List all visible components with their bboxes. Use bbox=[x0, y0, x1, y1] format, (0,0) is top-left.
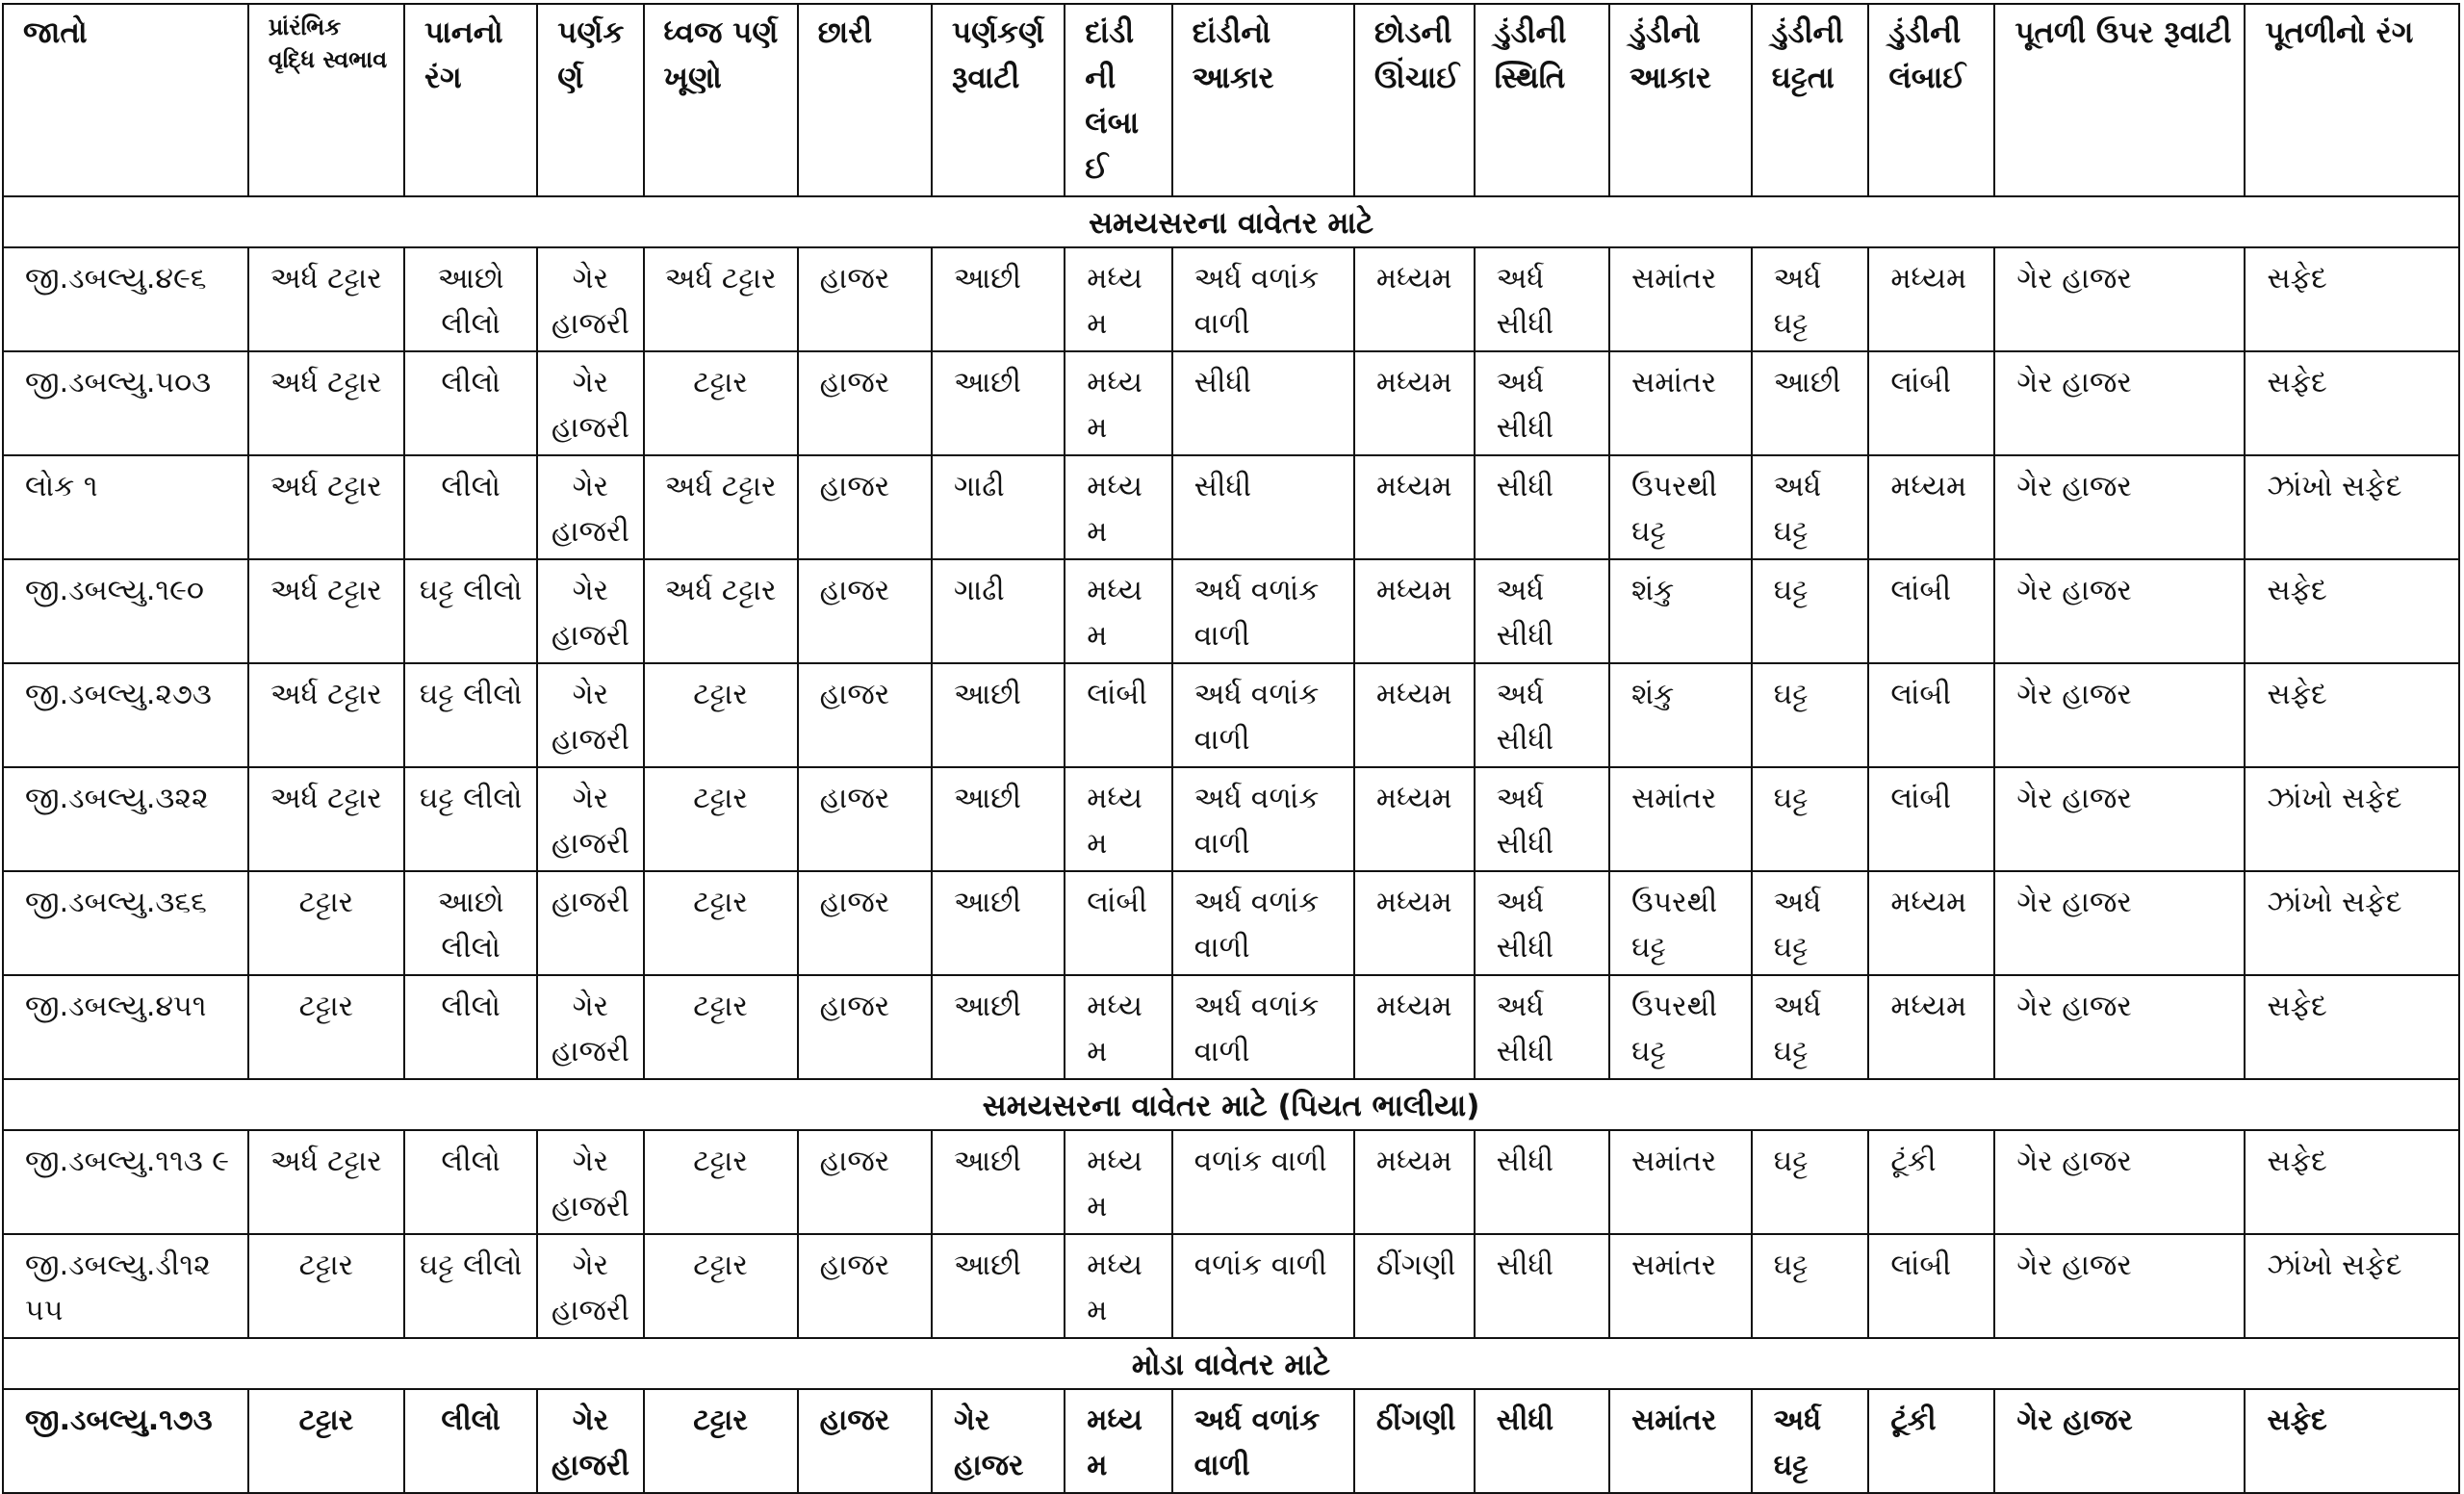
table-cell: લાંબી bbox=[1065, 663, 1171, 767]
table-cell: ઘટ્ટ લીલો bbox=[404, 767, 537, 871]
table-cell: સફેદ bbox=[2245, 1130, 2459, 1234]
table-cell: ટટ્ટાર bbox=[644, 1234, 798, 1338]
variety-name-cell: લોક ૧ bbox=[3, 455, 248, 559]
table-cell: આછી bbox=[932, 1234, 1065, 1338]
table-cell: આછી bbox=[932, 1130, 1065, 1234]
table-cell: શંકુ bbox=[1609, 559, 1752, 663]
table-cell: મધ્યમ bbox=[1868, 975, 1994, 1079]
table-cell: મધ્યમ bbox=[1065, 1389, 1171, 1493]
table-cell: લીલો bbox=[404, 455, 537, 559]
table-cell: લાંબી bbox=[1065, 871, 1171, 975]
table-cell: હાજર bbox=[798, 663, 932, 767]
table-cell: ગેર હાજરી bbox=[537, 663, 643, 767]
table-cell: અર્ધ ટટ્ટાર bbox=[248, 1130, 404, 1234]
table-cell: ટટ્ટાર bbox=[644, 871, 798, 975]
table-cell: ઘટ્ટ bbox=[1752, 1234, 1869, 1338]
table-cell: અર્ધ સીધી bbox=[1475, 663, 1609, 767]
table-row bbox=[3, 247, 2459, 351]
column-header: પૂતળી ઉપર રૂવાટી bbox=[1994, 4, 2245, 196]
table-row bbox=[3, 1389, 2459, 1493]
table-cell: અર્ધ સીધી bbox=[1475, 351, 1609, 455]
column-header: છારી bbox=[798, 4, 932, 196]
table-cell: ઘટ્ટ bbox=[1752, 1130, 1869, 1234]
table-cell: સફેદ bbox=[2245, 559, 2459, 663]
table-cell: ટટ્ટાર bbox=[644, 767, 798, 871]
table-cell: ઘટ્ટ bbox=[1752, 663, 1869, 767]
variety-name-cell: જી.ડબલ્યુ.૧૯૦ bbox=[3, 559, 248, 663]
table-cell: અર્ધ સીધી bbox=[1475, 975, 1609, 1079]
table-cell: ટટ્ટાર bbox=[248, 1389, 404, 1493]
table-cell: ગેર હાજરી bbox=[537, 247, 643, 351]
table-cell: સફેદ bbox=[2245, 1389, 2459, 1493]
header-row bbox=[3, 4, 2459, 196]
variety-name-cell: જી.ડબલ્યુ.૫૦૩ bbox=[3, 351, 248, 455]
column-header: ડુંડીની લંબાઈ bbox=[1868, 4, 1994, 196]
table-cell: ગેર હાજરી bbox=[537, 975, 643, 1079]
table-cell: અર્ધ ટટ્ટાર bbox=[644, 455, 798, 559]
table-cell: સમાંતર bbox=[1609, 247, 1752, 351]
table-row bbox=[3, 663, 2459, 767]
variety-name-cell: જી.ડબલ્યુ.ડી૧૨ ૫૫ bbox=[3, 1234, 248, 1338]
table-cell: મધ્યમ bbox=[1065, 247, 1171, 351]
section-row bbox=[3, 1079, 2459, 1130]
table-cell: સમાંતર bbox=[1609, 1130, 1752, 1234]
table-row bbox=[3, 455, 2459, 559]
table-cell: ગાઢી bbox=[932, 559, 1065, 663]
table-row bbox=[3, 975, 2459, 1079]
table-cell: સમાંતર bbox=[1609, 767, 1752, 871]
table-cell: મધ્યમ bbox=[1065, 1130, 1171, 1234]
table-cell: આછો લીલો bbox=[404, 247, 537, 351]
document-page bbox=[2, 3, 2460, 1494]
table-row bbox=[3, 767, 2459, 871]
table-cell: ઉપરથી ઘટ્ટ bbox=[1609, 455, 1752, 559]
table-cell: અર્ધ ટટ્ટાર bbox=[248, 767, 404, 871]
table-cell: અર્ધ વળાંક વાળી bbox=[1172, 663, 1354, 767]
table-cell: આછી bbox=[932, 871, 1065, 975]
table-cell: અર્ધ વળાંક વાળી bbox=[1172, 1389, 1354, 1493]
table-cell: ગેર હાજર bbox=[1994, 559, 2245, 663]
variety-name-cell: જી.ડબલ્યુ.૪૯૬ bbox=[3, 247, 248, 351]
table-cell: સફેદ bbox=[2245, 351, 2459, 455]
table-cell: ગેર હાજરી bbox=[537, 1389, 643, 1493]
table-cell: અર્ધ વળાંક વાળી bbox=[1172, 871, 1354, 975]
table-cell: ઠીંગણી bbox=[1354, 1234, 1475, 1338]
table-cell: લીલો bbox=[404, 1389, 537, 1493]
table-row bbox=[3, 559, 2459, 663]
table-cell: અર્ધ વળાંક વાળી bbox=[1172, 767, 1354, 871]
table-cell: મધ્યમ bbox=[1868, 247, 1994, 351]
column-header: જાતો bbox=[3, 4, 248, 196]
table-cell: ગેર હાજરી bbox=[537, 1234, 643, 1338]
table-cell: આછી bbox=[932, 663, 1065, 767]
table-cell: અર્ધ સીધી bbox=[1475, 559, 1609, 663]
table-cell: મધ્યમ bbox=[1065, 351, 1171, 455]
table-cell: ઘટ્ટ bbox=[1752, 767, 1869, 871]
section-title: સમયસરના વાવેતર માટે (પિયત ભાલીયા) bbox=[3, 1079, 2459, 1130]
table-row bbox=[3, 1130, 2459, 1234]
table-cell: લાંબી bbox=[1868, 663, 1994, 767]
table-cell: ગાઢી bbox=[932, 455, 1065, 559]
table-cell: ગેર હાજરી bbox=[537, 559, 643, 663]
table-cell: સફેદ bbox=[2245, 975, 2459, 1079]
table-cell: આછી bbox=[932, 247, 1065, 351]
table-cell: લીલો bbox=[404, 975, 537, 1079]
table-cell: મધ્યમ bbox=[1065, 559, 1171, 663]
column-header: છોડની ઊંચાઈ bbox=[1354, 4, 1475, 196]
table-cell: ગેર હાજર bbox=[1994, 455, 2245, 559]
table-cell: સમાંતર bbox=[1609, 1234, 1752, 1338]
table-cell: ઉપરથી ઘટ્ટ bbox=[1609, 975, 1752, 1079]
table-cell: ટટ્ટાર bbox=[644, 663, 798, 767]
variety-name-cell: જી.ડબલ્યુ.૪૫૧ bbox=[3, 975, 248, 1079]
column-header: દાંડીની લંબાઈ bbox=[1065, 4, 1171, 196]
table-cell: ગેર હાજર bbox=[1994, 1130, 2245, 1234]
table-cell: અર્ધ ઘટ્ટ bbox=[1752, 455, 1869, 559]
variety-name-cell: જી.ડબલ્યુ.૩૨૨ bbox=[3, 767, 248, 871]
table-cell: અર્ધ ઘટ્ટ bbox=[1752, 975, 1869, 1079]
table-cell: મધ્યમ bbox=[1065, 1234, 1171, 1338]
table-cell: સીધી bbox=[1475, 1234, 1609, 1338]
table-cell: ગેર હાજર bbox=[1994, 767, 2245, 871]
table-cell: ગેર હાજરી bbox=[537, 351, 643, 455]
table-cell: ટટ્ટાર bbox=[248, 975, 404, 1079]
table-cell: ગેર હાજરી bbox=[537, 767, 643, 871]
table-cell: ગેર હાજર bbox=[1994, 247, 2245, 351]
table-row bbox=[3, 1234, 2459, 1338]
section-row bbox=[3, 1338, 2459, 1389]
table-cell: ગેર હાજરી bbox=[537, 455, 643, 559]
table-cell: અર્ધ સીધી bbox=[1475, 871, 1609, 975]
table-cell: સફેદ bbox=[2245, 247, 2459, 351]
table-cell: અર્ધ સીધી bbox=[1475, 767, 1609, 871]
table-cell: અર્ધ વળાંક વાળી bbox=[1172, 247, 1354, 351]
table-cell: હાજર bbox=[798, 247, 932, 351]
table-cell: ઝાંખો સફેદ bbox=[2245, 1234, 2459, 1338]
table-cell: ગેર હાજરી bbox=[537, 1130, 643, 1234]
table-cell: મધ્યમ bbox=[1354, 871, 1475, 975]
table-cell: ઘટ્ટ લીલો bbox=[404, 663, 537, 767]
table-cell: ઉપરથી ઘટ્ટ bbox=[1609, 871, 1752, 975]
table-cell: ગેર હાજર bbox=[1994, 1234, 2245, 1338]
table-cell: લીલો bbox=[404, 351, 537, 455]
table-cell: અર્ધ વળાંક વાળી bbox=[1172, 975, 1354, 1079]
table-cell: અર્ધ ઘટ્ટ bbox=[1752, 871, 1869, 975]
table-cell: લીલો bbox=[404, 1130, 537, 1234]
table-cell: હાજર bbox=[798, 1130, 932, 1234]
table-cell: મધ્યમ bbox=[1868, 455, 1994, 559]
table-row bbox=[3, 871, 2459, 975]
table-cell: ગેર હાજર bbox=[1994, 1389, 2245, 1493]
table-cell: વળાંક વાળી bbox=[1172, 1234, 1354, 1338]
table-cell: વળાંક વાળી bbox=[1172, 1130, 1354, 1234]
table-cell: મધ્યમ bbox=[1354, 767, 1475, 871]
table-cell: ઠીંગણી bbox=[1354, 1389, 1475, 1493]
column-header: પ્રાંરંભિક વૃદ્ધિ સ્વભાવ bbox=[248, 4, 404, 196]
table-cell: હાજર bbox=[798, 767, 932, 871]
table-cell: ટટ્ટાર bbox=[644, 351, 798, 455]
table-cell: ટૂંકી bbox=[1868, 1130, 1994, 1234]
table-cell: અર્ધ વળાંક વાળી bbox=[1172, 559, 1354, 663]
table-cell: મધ્યમ bbox=[1354, 663, 1475, 767]
table-cell: સીધી bbox=[1475, 455, 1609, 559]
table-cell: ટટ્ટાર bbox=[644, 1389, 798, 1493]
table-cell: લાંબી bbox=[1868, 767, 1994, 871]
table-cell: લાંબી bbox=[1868, 351, 1994, 455]
table-cell: આછી bbox=[1752, 351, 1869, 455]
table-cell: હાજર bbox=[798, 351, 932, 455]
table-cell: હાજર bbox=[798, 975, 932, 1079]
table-cell: અર્ધ ઘટ્ટ bbox=[1752, 1389, 1869, 1493]
table-cell: ટટ્ટાર bbox=[644, 1130, 798, 1234]
column-header: પર્ણકર્ણ bbox=[537, 4, 643, 196]
table-cell: ગેર હાજર bbox=[1994, 351, 2245, 455]
table-cell: ઝાંખો સફેદ bbox=[2245, 767, 2459, 871]
table-cell: આછી bbox=[932, 767, 1065, 871]
table-cell: સીધી bbox=[1475, 1389, 1609, 1493]
table-cell: મધ્યમ bbox=[1354, 975, 1475, 1079]
table-cell: અર્ધ ટટ્ટાર bbox=[248, 247, 404, 351]
table-cell: મધ્યમ bbox=[1065, 455, 1171, 559]
table-cell: હાજર bbox=[798, 559, 932, 663]
table-cell: અર્ધ ટટ્ટાર bbox=[248, 455, 404, 559]
section-title: મોડા વાવેતર માટે bbox=[3, 1338, 2459, 1389]
table-cell: ઘટ્ટ લીલો bbox=[404, 559, 537, 663]
table-cell: ઘટ્ટ bbox=[1752, 559, 1869, 663]
column-header: પાનનો રંગ bbox=[404, 4, 537, 196]
table-cell: ટટ્ટાર bbox=[248, 871, 404, 975]
table-cell: અર્ધ ટટ્ટાર bbox=[644, 559, 798, 663]
table-cell: મધ્યમ bbox=[1354, 351, 1475, 455]
table-cell: સીધી bbox=[1475, 1130, 1609, 1234]
column-header: પર્ણકર્ણ રૂવાટી bbox=[932, 4, 1065, 196]
column-header: પૂતળીનો રંગ bbox=[2245, 4, 2459, 196]
table-cell: અર્ધ ટટ્ટાર bbox=[248, 663, 404, 767]
table-cell: આછો લીલો bbox=[404, 871, 537, 975]
table-cell: હાજર bbox=[798, 1234, 932, 1338]
table-cell: હાજરી bbox=[537, 871, 643, 975]
table-cell: ઘટ્ટ લીલો bbox=[404, 1234, 537, 1338]
table-cell: અર્ધ ટટ્ટાર bbox=[248, 351, 404, 455]
table-cell: ગેર હાજર bbox=[1994, 871, 2245, 975]
column-header: ધ્વજ પર્ણ ખૂણો bbox=[644, 4, 798, 196]
table-cell: ટટ્ટાર bbox=[644, 975, 798, 1079]
table-cell: સમાંતર bbox=[1609, 1389, 1752, 1493]
table-cell: હાજર bbox=[798, 455, 932, 559]
table-row bbox=[3, 351, 2459, 455]
column-header: ડુંડીની સ્થિતિ bbox=[1475, 4, 1609, 196]
table-cell: શંકુ bbox=[1609, 663, 1752, 767]
table-cell: ઝાંખો સફેદ bbox=[2245, 871, 2459, 975]
table-cell: ટટ્ટાર bbox=[248, 1234, 404, 1338]
table-cell: હાજર bbox=[798, 1389, 932, 1493]
table-cell: ગેર હાજર bbox=[1994, 975, 2245, 1079]
table-cell: મધ્યમ bbox=[1354, 247, 1475, 351]
wheat-variety-traits-table bbox=[2, 3, 2460, 1494]
column-header: દાંડીનો આકાર bbox=[1172, 4, 1354, 196]
section-title: સમયસરના વાવેતર માટે bbox=[3, 196, 2459, 247]
table-cell: સીધી bbox=[1172, 351, 1354, 455]
table-cell: અર્ધ ટટ્ટાર bbox=[644, 247, 798, 351]
table-cell: અર્ધ ઘટ્ટ bbox=[1752, 247, 1869, 351]
variety-name-cell: જી.ડબલ્યુ.૧૭૩ bbox=[3, 1389, 248, 1493]
table-cell: આછી bbox=[932, 975, 1065, 1079]
table-cell: ગેર હાજર bbox=[1994, 663, 2245, 767]
table-cell: સફેદ bbox=[2245, 663, 2459, 767]
table-cell: લાંબી bbox=[1868, 1234, 1994, 1338]
column-header: ડુંડીની ઘટ્ટતા bbox=[1752, 4, 1869, 196]
table-cell: અર્ધ સીધી bbox=[1475, 247, 1609, 351]
table-cell: લાંબી bbox=[1868, 559, 1994, 663]
table-cell: મધ્યમ bbox=[1065, 767, 1171, 871]
table-cell: મધ્યમ bbox=[1065, 975, 1171, 1079]
variety-name-cell: જી.ડબલ્યુ.૩૬૬ bbox=[3, 871, 248, 975]
table-cell: અર્ધ ટટ્ટાર bbox=[248, 559, 404, 663]
table-cell: મધ્યમ bbox=[1354, 455, 1475, 559]
variety-name-cell: જી.ડબલ્યુ.૧૧૩ ૯ bbox=[3, 1130, 248, 1234]
table-cell: મધ્યમ bbox=[1354, 1130, 1475, 1234]
table-cell: મધ્યમ bbox=[1354, 559, 1475, 663]
table-cell: ઝાંખો સફેદ bbox=[2245, 455, 2459, 559]
table-cell: ટૂંકી bbox=[1868, 1389, 1994, 1493]
section-row bbox=[3, 196, 2459, 247]
table-cell: મધ્યમ bbox=[1868, 871, 1994, 975]
column-header: ડુંડીનો આકાર bbox=[1609, 4, 1752, 196]
table-cell: ગેર હાજર bbox=[932, 1389, 1065, 1493]
table-cell: સમાંતર bbox=[1609, 351, 1752, 455]
table-cell: હાજર bbox=[798, 871, 932, 975]
table-cell: સીધી bbox=[1172, 455, 1354, 559]
variety-name-cell: જી.ડબલ્યુ.૨૭૩ bbox=[3, 663, 248, 767]
table-cell: આછી bbox=[932, 351, 1065, 455]
